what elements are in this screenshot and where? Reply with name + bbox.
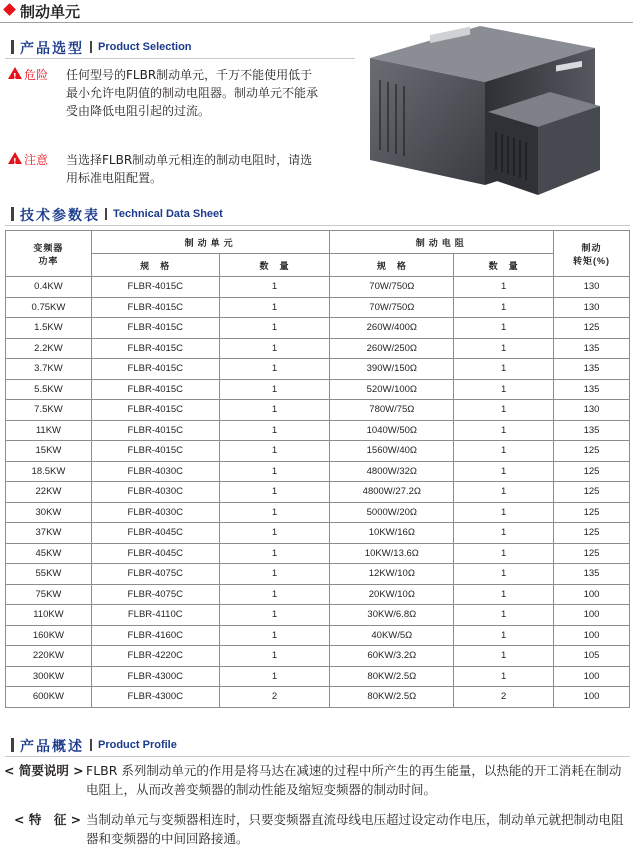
warning-triangle-icon [8,152,22,164]
table-row [6,625,630,646]
cell-resistor-spec: 390W/150Ω [330,359,454,380]
cell-resistor-spec: 4800W/27.2Ω [330,482,454,503]
cell-resistor-qty: 1 [454,584,554,605]
cell-unit-qty: 1 [219,523,330,544]
section-separator [105,208,107,220]
cell-torque: 130 [554,297,630,318]
cell-torque: 125 [554,543,630,564]
cell-torque: 135 [554,338,630,359]
header-unit-qty: 数 量 [219,254,330,277]
section-title-cn: 技术参数表 [20,208,100,224]
cell-resistor-qty: 1 [454,379,554,400]
cell-resistor-spec: 40KW/5Ω [330,625,454,646]
cell-torque: 135 [554,564,630,585]
table-row [6,564,630,585]
cell-unit-qty: 1 [219,318,330,339]
table-row [6,502,630,523]
table-row [6,400,630,421]
cell-torque: 135 [554,379,630,400]
cell-unit-qty: 1 [219,605,330,626]
cell-torque: 100 [554,687,630,708]
cell-resistor-qty: 1 [454,441,554,462]
section-heading-profile [0,736,633,754]
cell-resistor-qty: 1 [454,338,554,359]
cell-torque: 100 [554,605,630,626]
cell-resistor-spec: 1560W/40Ω [330,441,454,462]
cell-resistor-qty: 1 [454,605,554,626]
cell-unit-model: FLBR-4045C [91,523,219,544]
spec-table-body [6,277,630,708]
header-text: 变频器 [33,242,64,253]
cell-torque: 130 [554,400,630,421]
cell-resistor-spec: 12KW/10Ω [330,564,454,585]
warning-text: 当选择FLBR制动单元相连的制动电阻时，请选用标准电阻配置。 [66,153,313,185]
cell-unit-qty: 1 [219,502,330,523]
page-title: 制动单元 [20,3,81,21]
cell-resistor-qty: 1 [454,297,554,318]
cell-torque: 100 [554,625,630,646]
table-row [6,687,630,708]
cell-resistor-qty: 1 [454,277,554,298]
cell-unit-qty: 1 [219,297,330,318]
cell-unit-model: FLBR-4045C [91,543,219,564]
warning-danger [5,66,335,126]
cell-resistor-spec: 10KW/16Ω [330,523,454,544]
section-marker [11,40,14,54]
cell-torque: 100 [554,666,630,687]
warning-label: 注意 [24,153,49,167]
cell-unit-model: FLBR-4015C [91,338,219,359]
red-diamond-icon [3,3,16,16]
table-row [6,646,630,667]
cell-unit-model: FLBR-4015C [91,297,219,318]
cell-unit-qty: 1 [219,359,330,380]
table-row [6,379,630,400]
cell-resistor-spec: 260W/400Ω [330,318,454,339]
cell-torque: 135 [554,359,630,380]
cell-unit-qty: 1 [219,461,330,482]
cell-inverter-power: 3.7KW [6,359,92,380]
cell-resistor-qty: 1 [454,666,554,687]
cell-unit-qty: 2 [219,687,330,708]
cell-unit-model: FLBR-4220C [91,646,219,667]
cell-torque: 125 [554,502,630,523]
cell-torque: 130 [554,277,630,298]
cell-resistor-spec: 10KW/13.6Ω [330,543,454,564]
cell-unit-qty: 1 [219,277,330,298]
cell-unit-model: FLBR-4015C [91,379,219,400]
cell-unit-qty: 1 [219,379,330,400]
cell-resistor-spec: 260W/250Ω [330,338,454,359]
cell-unit-qty: 1 [219,482,330,503]
section-separator [90,739,92,751]
section-heading-datasheet [0,205,633,223]
cell-inverter-power: 15KW [6,441,92,462]
header-resistor-spec: 规 格 [330,254,454,277]
cell-unit-model: FLBR-4015C [91,277,219,298]
cell-inverter-power: 18.5KW [6,461,92,482]
cell-inverter-power: 5.5KW [6,379,92,400]
page-header [0,0,633,22]
table-row [6,420,630,441]
warning-notice [5,151,335,191]
table-row [6,543,630,564]
cell-resistor-qty: 1 [454,400,554,421]
section-separator [90,41,92,53]
cell-resistor-qty: 1 [454,318,554,339]
section-title-en: Product Profile [98,739,177,751]
header-inverter-power [6,231,92,277]
section-title-cn: 产品选型 [20,41,84,57]
cell-unit-qty: 1 [219,338,330,359]
cell-resistor-spec: 70W/750Ω [330,277,454,298]
cell-unit-model: FLBR-4015C [91,359,219,380]
table-row [6,318,630,339]
spec-table [5,230,630,708]
cell-inverter-power: 22KW [6,482,92,503]
cell-unit-qty: 1 [219,400,330,421]
cell-inverter-power: 11KW [6,420,92,441]
cell-inverter-power: 55KW [6,564,92,585]
section-divider [5,225,630,226]
cell-inverter-power: 110KW [6,605,92,626]
cell-resistor-qty: 1 [454,359,554,380]
cell-inverter-power: 0.75KW [6,297,92,318]
header-braking-unit: 制动单元 [91,231,330,254]
cell-torque: 125 [554,461,630,482]
table-row [6,666,630,687]
warning-label: 危险 [24,68,49,82]
cell-inverter-power: 7.5KW [6,400,92,421]
warning-triangle-icon [8,67,22,79]
cell-unit-qty: 1 [219,625,330,646]
cell-inverter-power: 0.4KW [6,277,92,298]
table-row [6,461,630,482]
cell-unit-model: FLBR-4015C [91,400,219,421]
cell-inverter-power: 45KW [6,543,92,564]
cell-resistor-spec: 80KW/2.5Ω [330,666,454,687]
table-row [6,359,630,380]
cell-resistor-qty: 1 [454,564,554,585]
cell-resistor-qty: 1 [454,625,554,646]
table-row [6,605,630,626]
table-row [6,297,630,318]
cell-unit-model: FLBR-4110C [91,605,219,626]
cell-torque: 105 [554,646,630,667]
profile-key: < 特 征 > [14,812,82,827]
cell-inverter-power: 37KW [6,523,92,544]
cell-resistor-spec: 70W/750Ω [330,297,454,318]
cell-resistor-qty: 1 [454,461,554,482]
profile-summary [4,761,629,801]
header-unit-spec: 规 格 [91,254,219,277]
cell-unit-model: FLBR-4030C [91,482,219,503]
cell-resistor-qty: 1 [454,543,554,564]
table-row [6,523,630,544]
cell-resistor-qty: 1 [454,420,554,441]
cell-torque: 125 [554,318,630,339]
section-title-en: Technical Data Sheet [113,208,223,220]
cell-inverter-power: 300KW [6,666,92,687]
product-photo [360,20,610,200]
cell-unit-model: FLBR-4075C [91,584,219,605]
cell-unit-model: FLBR-4030C [91,461,219,482]
cell-resistor-spec: 780W/75Ω [330,400,454,421]
cell-resistor-qty: 1 [454,502,554,523]
cell-resistor-spec: 80KW/2.5Ω [330,687,454,708]
section-marker [11,738,14,752]
cell-unit-qty: 1 [219,584,330,605]
header-text: 功率 [38,255,59,266]
cell-resistor-spec: 20KW/10Ω [330,584,454,605]
cell-resistor-qty: 1 [454,482,554,503]
cell-resistor-spec: 4800W/32Ω [330,461,454,482]
cell-resistor-spec: 1040W/50Ω [330,420,454,441]
header-braking-resistor: 制动电阻 [330,231,554,254]
cell-unit-qty: 1 [219,543,330,564]
cell-unit-model: FLBR-4160C [91,625,219,646]
cell-resistor-qty: 1 [454,646,554,667]
section-title-en: Product Selection [98,41,192,53]
table-row [6,338,630,359]
cell-resistor-spec: 60KW/3.2Ω [330,646,454,667]
cell-unit-qty: 1 [219,646,330,667]
section-marker [11,207,14,221]
cell-resistor-spec: 30KW/6.8Ω [330,605,454,626]
cell-inverter-power: 1.5KW [6,318,92,339]
cell-torque: 100 [554,584,630,605]
section-divider [5,58,355,59]
cell-unit-model: FLBR-4015C [91,441,219,462]
profile-features [4,810,629,850]
section-title-cn: 产品概述 [20,739,84,755]
cell-inverter-power: 2.2KW [6,338,92,359]
cell-inverter-power: 160KW [6,625,92,646]
cell-unit-model: FLBR-4300C [91,687,219,708]
cell-torque: 125 [554,482,630,503]
header-resistor-qty: 数 量 [454,254,554,277]
cell-unit-model: FLBR-4300C [91,666,219,687]
table-row [6,584,630,605]
cell-resistor-spec: 5000W/20Ω [330,502,454,523]
cell-unit-model: FLBR-4030C [91,502,219,523]
cell-inverter-power: 220KW [6,646,92,667]
cell-inverter-power: 600KW [6,687,92,708]
section-divider [5,756,630,757]
cell-resistor-qty: 1 [454,523,554,544]
warning-text: 任何型号的FLBR制动单元，千万不能使用低于最小允许电阴值的制动电阻器。制动单元不能承受由降低电阻引起的过流。 [66,68,319,118]
cell-torque: 135 [554,420,630,441]
profile-text: FLBR 系列制动单元的作用是将马达在减速的过程中所产生的再生能量，以热能的开工消耗在制动电阻上，从而改善变频器的制动性能及缩短变频器的制动时间。 [86,763,622,797]
cell-unit-qty: 1 [219,420,330,441]
table-row [6,441,630,462]
profile-key: < 简要说明 > [4,763,84,778]
cell-unit-qty: 1 [219,564,330,585]
header-text: 转矩(%) [573,255,611,266]
cell-inverter-power: 30KW [6,502,92,523]
table-row [6,277,630,298]
header-braking-torque [554,231,630,277]
cell-resistor-qty: 2 [454,687,554,708]
cell-unit-model: FLBR-4015C [91,420,219,441]
cell-torque: 125 [554,523,630,544]
cell-inverter-power: 75KW [6,584,92,605]
profile-text: 当制动单元与变频器相连时，只要变频器直流母线电压超过设定动作电压，制动单元就把制动电阻器和变频器的中间回路接通。 [86,812,624,846]
header-text: 制动 [581,242,602,253]
cell-unit-qty: 1 [219,441,330,462]
cell-unit-model: FLBR-4075C [91,564,219,585]
cell-unit-model: FLBR-4015C [91,318,219,339]
cell-resistor-spec: 520W/100Ω [330,379,454,400]
cell-torque: 125 [554,441,630,462]
table-row [6,482,630,503]
cell-unit-qty: 1 [219,666,330,687]
